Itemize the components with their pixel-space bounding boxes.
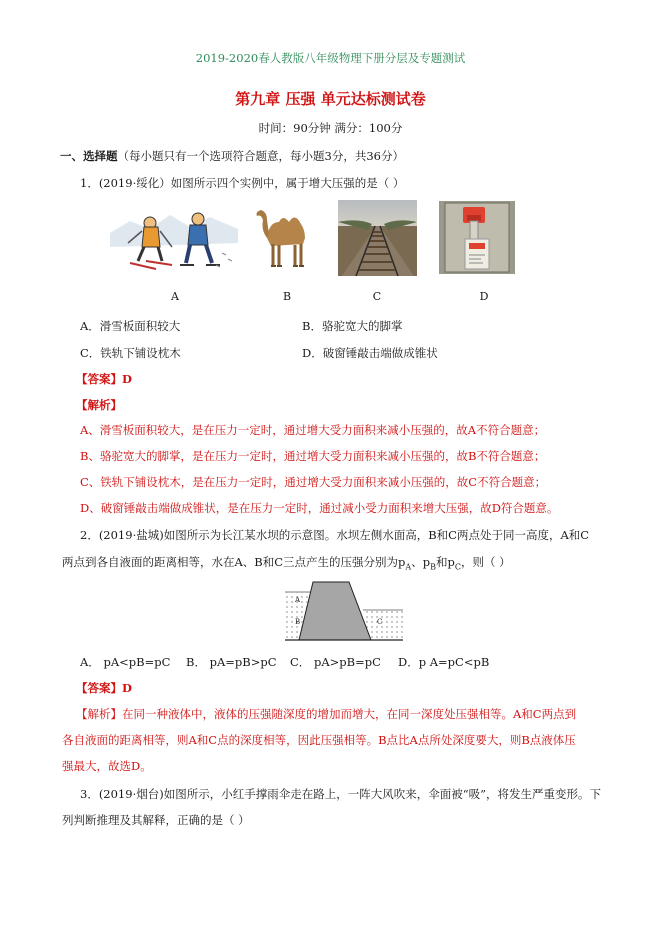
section-title: 一、选择题 [60, 149, 118, 163]
point-label-c: C [377, 618, 383, 626]
q1-analysis-line: A、滑雪板面积较大，是在压力一定时，通过增大受力面积来减小压强的，故A不符合题意； [80, 423, 546, 437]
q2-analysis-line: 【解析】在同一种液体中，液体的压强随深度的增加而增大，在同一深度处压强相等。A和C两点到 [76, 707, 577, 721]
q1-option-a: A．滑雪板面积较大 [80, 319, 181, 333]
q1-option-b: B．骆驼宽大的脚掌 [302, 319, 403, 333]
q2-analysis-line: 各自液面的距离相等，则A和C点的深度相等，因此压强相等。B点比A点所处深度要大，则B点液体压 [62, 733, 576, 747]
q2-and: 和p [435, 555, 455, 569]
q2-option-a: A． pA<pB=pC [80, 655, 171, 669]
series-subtitle: 2019-2020春人教版八年级物理下册分层及专题测试 [195, 51, 466, 65]
q1-option-c: C．铁轨下铺设枕木 [80, 346, 181, 360]
q2-answer: 【答案】D [76, 681, 132, 695]
point-label-b: B [295, 618, 301, 626]
q2-stem-line1: 2．(2019·盐城)如图所示为长江某水坝的示意图。水坝左侧水面高，B和C两点处于同一高度，A和C [80, 528, 590, 542]
q3-stem-line2: 列判断推理及其解释，正确的是（ ） [62, 813, 250, 827]
q2-option-d: D．p A=pC<pB [398, 655, 490, 669]
image-label-d: D [479, 290, 489, 303]
page-title: 第九章 压强 单元达标测试卷 [235, 90, 426, 108]
sub-a: A [405, 562, 412, 572]
q2-analysis-line: 强最大，故选D。 [62, 759, 152, 773]
dam-diagram [285, 580, 403, 642]
q1-analysis-line: D、破窗锤敲击端做成锥状，是在压力一定时，通过减小受力面积来增大压强，故D符合题意。 [80, 501, 559, 515]
q2-stem-tail: ，则（ ） [460, 555, 511, 569]
safety-hammer-image [439, 201, 515, 274]
q1-answer: 【答案】D [76, 372, 132, 386]
skiers-image [110, 203, 238, 273]
sub-c: C [454, 562, 461, 572]
q2-stem-line2 [62, 554, 511, 571]
q2-comma: 、p [411, 555, 431, 569]
sub-b: B [430, 562, 436, 572]
q1-analysis-heading: 【解析】 [76, 398, 122, 412]
q1-stem: 1．(2019·绥化）如图所示四个实例中，属于增大压强的是（ ） [80, 176, 405, 190]
q3-stem-line1: 3．(2019·烟台)如图所示，小红手撑雨伞走在路上，一阵大风吹来，伞面被“吸”，将发生严重变形。下 [80, 787, 601, 801]
section-note: （每小题只有一个选项符合题意，每小题3分，共36分） [117, 149, 404, 163]
q2-option-c: C． pA>pB=pC [290, 655, 381, 669]
camel-image [253, 204, 320, 270]
q1-option-d: D．破窗锤敲击端做成锥状 [302, 346, 438, 360]
image-label-a: A [171, 290, 179, 303]
point-label-a: A [295, 596, 301, 604]
q2-option-b: B． pA=pB>pC [186, 655, 277, 669]
image-label-b: B [282, 290, 292, 303]
section-heading [60, 148, 404, 164]
railway-image [338, 200, 417, 276]
q1-analysis-line: C、铁轨下铺设枕木，是在压力一定时，通过增大受力面积来减小压强的，故C不符合题意； [80, 475, 547, 489]
exam-meta: 时间：90分钟 满分：100分 [258, 121, 403, 135]
q1-analysis-line: B、骆驼宽大的脚掌，是在压力一定时，通过增大受力面积来减小压强的，故B不符合题意； [80, 449, 546, 463]
q2-stem-text: 两点到各自液面的距离相等，水在A、B和C三点产生的压强分别为p [62, 555, 406, 569]
image-label-c: C [372, 290, 382, 303]
